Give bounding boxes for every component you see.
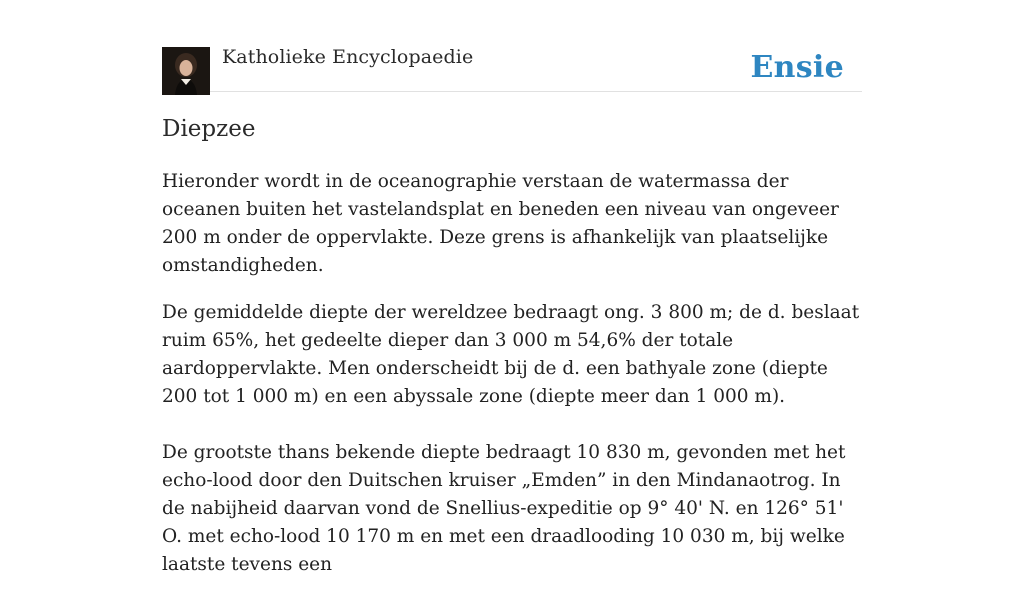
article-page	[162, 0, 862, 575]
article-body	[162, 168, 862, 598]
source-name[interactable]: Katholieke Encyclopaedie	[222, 46, 474, 68]
paragraph: Hieronder wordt in de oceanographie verstaan de watermassa der oceanen buiten het vastelandsplat en beneden een niveau van ongeveer 200 m onder de oppervlakte. Deze grens is afhankelijk van plaatselijke omstandigheden.	[162, 171, 839, 276]
brand-logo[interactable]: Ensie	[750, 50, 844, 85]
paragraph: De grootste thans bekende diepte bedraagt 10 830 m, gevonden met het echo-lood door den Duitschen kruiser „Emden” in den Mindanaotrog. In de nabijheid daarvan vond de Snellius-expeditie op 9° 40' N. en 126° 51' O. met echo-lood 10 170 m en met een draadlooding 10 030 m, bij welke laatste tevens een	[162, 442, 846, 575]
header	[162, 0, 862, 92]
paragraph: De gemiddelde diepte der wereldzee bedraagt ong. 3 800 m; de d. beslaat ruim 65%, het gedeelte dieper dan 3 000 m 54,6% der totale aardoppervlakte. Men onderscheidt bij de d. een bathyale zone (diepte 200 tot 1 000 m) en een abyssale zone (diepte meer dan 1 000 m).	[162, 302, 860, 407]
page-title: Diepzee	[162, 116, 256, 142]
portrait-avatar-icon[interactable]	[162, 47, 210, 95]
